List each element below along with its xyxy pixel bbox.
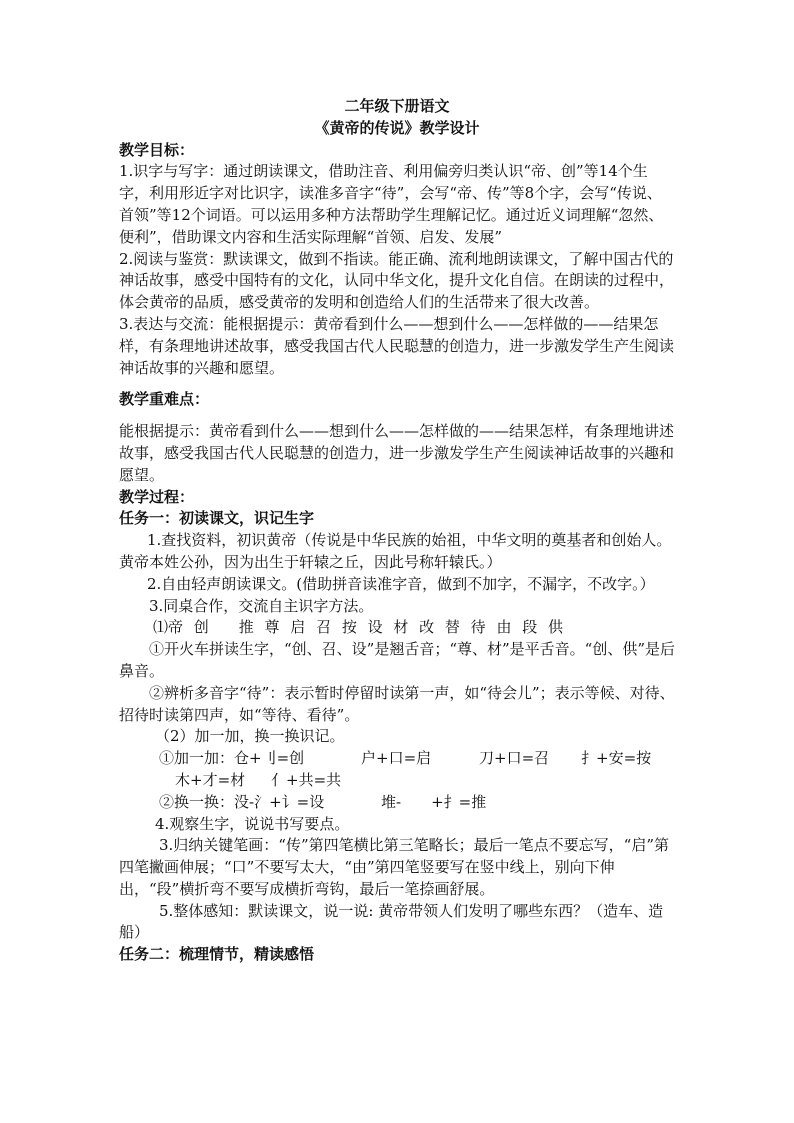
add-item-2: 户+口=启 xyxy=(361,749,432,768)
goal-1: 1.识字与写字：通过朗读课文，借助注音、利用偏旁归类认识“帝、创”等14个生字，利用形近字对比识字，读准多音字“待”，会写“帝、传”等8个字，会写“传说、首领”等12个词语。可以运用多种方法帮助学生理解记忆。通过近义词理解“忽然、便利”，借助课文内容和生活实际理解“首领、启发、发展” xyxy=(119,162,664,246)
key-points-text: 能根据提示：黄帝看到什么——想到什么——怎样做的——结果怎样，有条理地讲述故事，感受我国古代人民聪慧的创造力，进一步激发学生产生阅读神话故事的兴趣和愿望。 xyxy=(119,422,675,484)
add-item-6: 亻+共=共 xyxy=(271,770,342,789)
goal-2: 2.阅读与鉴赏：默读课文，做到不指读。能正确、流利地朗读课文，了解中国古代的神话故事，感受中国特有的文化，认同中华文化，提升文化自信。在朗读的过程中，体会黄帝的品质，感受黄帝的发明和创造给人们的生活带来了很大改善。 xyxy=(119,249,675,312)
step-1: 1.查找资料，初识黄帝（传说是中华民族的始祖，中华文明的奠基者和创始人。黄帝本姓公孙，因为出生于轩辕之丘，因此号称轩辕氏。） xyxy=(119,531,672,571)
step-stroke-summary: 3.归纳关键笔画：“传”第四笔横比第三笔略长；最后一笔点不要忘写，“启”第四笔撇画伸展；“口”不要写太大，“由”第四笔竖要写在竖中线上，别向下伸出，“段”横折弯不要写成横折弯钩，最后一笔捺画舒展。 xyxy=(119,836,669,898)
add-row-1 xyxy=(119,748,675,770)
swap-item-1: ②换一换：没-氵+讠=设 xyxy=(159,792,325,811)
doc-title-line-2: 《黄帝的传说》教学设计 xyxy=(314,118,480,137)
add-item-3: 刀+口=召 xyxy=(479,749,550,768)
step-2: 2.自由轻声朗读课文。(借助拼音读准字音，做到不加字，不漏字，不改字。） xyxy=(147,574,655,593)
swap-item-2: 堆- +扌=推 xyxy=(381,792,487,811)
step-3-2: （2）加一加，换一换识记。 xyxy=(155,727,345,746)
step-3: 3.同桌合作，交流自主识字方法。 xyxy=(149,596,374,615)
new-characters-line: ⑴帝 创 推 尊 启 召 按 设 材 改 替 待 由 段 供 xyxy=(153,618,563,637)
task-2-heading: 任务二：梳理情节，精读感悟 xyxy=(119,945,315,964)
doc-title-line-1: 二年级下册语文 xyxy=(344,97,450,115)
step-3-b: ②辨析多音字“待”：表示暂时停留时读第一声，如“待会儿”；表示等候、对待、招待时读第四声，如“等待、看待”。 xyxy=(119,683,675,724)
task-1-heading: 任务一：初读课文，识记生字 xyxy=(119,509,315,528)
goal-3: 3.表达与交流：能根据提示：黄帝看到什么——想到什么——怎样做的——结果怎样，有条理地讲述故事，感受我国古代人民聪慧的创造力，进一步激发学生产生阅读神话故事的兴趣和愿望。 xyxy=(119,314,675,377)
step-5: 5.整体感知：默读课文，说一说: 黄帝带领人们发明了哪些东西？（造车、造船） xyxy=(119,901,664,942)
process-heading: 教学过程： xyxy=(119,487,195,506)
step-3-a: ①开火车拼读生字，“创、召、设”是翘舌音；“尊、材”是平舌音。“创、供”是后鼻音。 xyxy=(119,640,676,680)
add-item-4: 扌+安=按 xyxy=(581,749,652,768)
add-item-5: 木+才=材 xyxy=(175,770,246,789)
add-item-1: ①加一加：仓+刂=创 xyxy=(159,749,305,768)
swap-row xyxy=(119,792,675,814)
step-4: 4.观察生字，说说书写要点。 xyxy=(155,814,350,833)
key-points-heading: 教学重难点： xyxy=(119,390,210,409)
document-body xyxy=(119,96,675,966)
goals-heading: 教学目标： xyxy=(119,140,195,159)
add-row-2 xyxy=(119,770,675,792)
